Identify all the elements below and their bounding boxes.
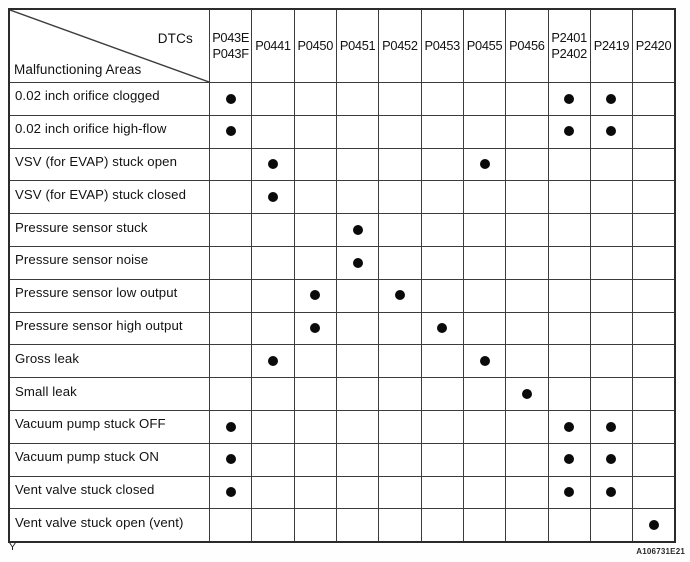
mark-cell <box>506 509 548 542</box>
mark-cell <box>252 246 294 279</box>
mark-cell <box>252 312 294 345</box>
malfunctioning-area-label: Pressure sensor noise <box>9 246 210 279</box>
mark-cell <box>294 443 336 476</box>
dot-mark-icon <box>606 422 616 432</box>
mark-cell <box>421 476 463 509</box>
malfunctioning-area-label: Vent valve stuck closed <box>9 476 210 509</box>
table-row <box>9 181 675 214</box>
mark-cell <box>379 181 421 214</box>
mark-cell <box>252 345 294 378</box>
dtc-column-header: P0456 <box>506 9 548 83</box>
mark-cell <box>294 83 336 116</box>
table-row <box>9 214 675 247</box>
mark-cell <box>506 83 548 116</box>
mark-cell <box>336 345 378 378</box>
malfunctioning-area-label: Gross leak <box>9 345 210 378</box>
mark-cell <box>463 345 505 378</box>
mark-cell <box>294 509 336 542</box>
mark-cell <box>506 148 548 181</box>
table-row <box>9 509 675 542</box>
mark-cell <box>590 378 632 411</box>
mark-cell <box>590 279 632 312</box>
dot-mark-icon <box>268 356 278 366</box>
mark-cell <box>463 443 505 476</box>
mark-cell <box>252 279 294 312</box>
mark-cell <box>463 148 505 181</box>
mark-cell <box>590 214 632 247</box>
mark-cell <box>633 312 675 345</box>
mark-cell <box>421 279 463 312</box>
mark-cell <box>336 378 378 411</box>
dot-mark-icon <box>606 454 616 464</box>
dtc-column-header: P2419 <box>590 9 632 83</box>
mark-cell <box>548 378 590 411</box>
mark-cell <box>633 509 675 542</box>
mark-cell <box>379 246 421 279</box>
mark-cell <box>210 443 252 476</box>
malfunctioning-area-label: Vacuum pump stuck OFF <box>9 410 210 443</box>
mark-cell <box>336 312 378 345</box>
mark-cell <box>336 83 378 116</box>
mark-cell <box>463 115 505 148</box>
mark-cell <box>421 509 463 542</box>
mark-cell <box>590 345 632 378</box>
mark-cell <box>421 214 463 247</box>
mark-cell <box>548 509 590 542</box>
dot-mark-icon <box>564 487 574 497</box>
dot-mark-icon <box>353 258 363 268</box>
mark-cell <box>633 148 675 181</box>
mark-cell <box>506 476 548 509</box>
mark-cell <box>252 214 294 247</box>
mark-cell <box>336 443 378 476</box>
dtc-column-header: P0451 <box>336 9 378 83</box>
diagonal-corner-cell <box>9 9 210 83</box>
mark-cell <box>633 476 675 509</box>
mark-cell <box>548 279 590 312</box>
dtc-column-header: P0452 <box>379 9 421 83</box>
mark-cell <box>421 443 463 476</box>
dot-mark-icon <box>522 389 532 399</box>
mark-cell <box>294 345 336 378</box>
mark-cell <box>633 181 675 214</box>
mark-cell <box>252 115 294 148</box>
dot-mark-icon <box>226 487 236 497</box>
malfunctioning-area-label: 0.02 inch orifice high-flow <box>9 115 210 148</box>
table-row <box>9 115 675 148</box>
mark-cell <box>379 345 421 378</box>
mark-cell <box>210 476 252 509</box>
dot-mark-icon <box>226 422 236 432</box>
dtc-column-header: P043E P043F <box>210 9 252 83</box>
mark-cell <box>336 181 378 214</box>
header-row <box>9 9 675 83</box>
dot-mark-icon <box>564 454 574 464</box>
mark-cell <box>548 115 590 148</box>
mark-cell <box>252 443 294 476</box>
mark-cell <box>590 181 632 214</box>
mark-cell <box>633 410 675 443</box>
mark-cell <box>548 443 590 476</box>
mark-cell <box>463 410 505 443</box>
table-row <box>9 345 675 378</box>
mark-cell <box>210 181 252 214</box>
page-marker-y: Y <box>9 541 17 553</box>
mark-cell <box>548 214 590 247</box>
malfunctioning-area-label: Pressure sensor stuck <box>9 214 210 247</box>
mark-cell <box>336 476 378 509</box>
mark-cell <box>633 214 675 247</box>
mark-cell <box>252 83 294 116</box>
mark-cell <box>506 279 548 312</box>
dot-mark-icon <box>353 225 363 235</box>
dot-mark-icon <box>606 487 616 497</box>
mark-cell <box>506 181 548 214</box>
mark-cell <box>210 148 252 181</box>
header-areas-label: Malfunctioning Areas <box>14 62 142 77</box>
mark-cell <box>548 312 590 345</box>
dot-mark-icon <box>268 192 278 202</box>
mark-cell <box>590 83 632 116</box>
mark-cell <box>506 410 548 443</box>
dot-mark-icon <box>564 126 574 136</box>
mark-cell <box>633 83 675 116</box>
dot-mark-icon <box>606 94 616 104</box>
malfunctioning-area-label: 0.02 inch orifice clogged <box>9 83 210 116</box>
mark-cell <box>210 509 252 542</box>
malfunctioning-area-label: Small leak <box>9 378 210 411</box>
dtc-column-header: P2401 P2402 <box>548 9 590 83</box>
mark-cell <box>421 378 463 411</box>
mark-cell <box>379 410 421 443</box>
mark-cell <box>463 83 505 116</box>
table-row <box>9 148 675 181</box>
dot-mark-icon <box>395 290 405 300</box>
mark-cell <box>633 115 675 148</box>
mark-cell <box>336 148 378 181</box>
mark-cell <box>548 345 590 378</box>
mark-cell <box>633 279 675 312</box>
mark-cell <box>506 246 548 279</box>
mark-cell <box>336 509 378 542</box>
mark-cell <box>548 83 590 116</box>
dtc-column-header: P0455 <box>463 9 505 83</box>
mark-cell <box>421 83 463 116</box>
table-row <box>9 312 675 345</box>
mark-cell <box>590 246 632 279</box>
mark-cell <box>379 476 421 509</box>
mark-cell <box>463 279 505 312</box>
dot-mark-icon <box>226 126 236 136</box>
mark-cell <box>379 115 421 148</box>
table-row <box>9 246 675 279</box>
malfunctioning-area-label: VSV (for EVAP) stuck closed <box>9 181 210 214</box>
dot-mark-icon <box>564 94 574 104</box>
mark-cell <box>463 378 505 411</box>
mark-cell <box>294 378 336 411</box>
mark-cell <box>379 312 421 345</box>
mark-cell <box>421 148 463 181</box>
mark-cell <box>252 410 294 443</box>
mark-cell <box>252 181 294 214</box>
dtc-column-header: P0441 <box>252 9 294 83</box>
dot-mark-icon <box>268 159 278 169</box>
mark-cell <box>548 410 590 443</box>
mark-cell <box>506 378 548 411</box>
mark-cell <box>633 345 675 378</box>
figure-id-label: A106731E21 <box>636 547 685 556</box>
mark-cell <box>252 148 294 181</box>
mark-cell <box>590 148 632 181</box>
mark-cell <box>379 509 421 542</box>
mark-cell <box>294 246 336 279</box>
mark-cell <box>463 509 505 542</box>
mark-cell <box>252 476 294 509</box>
mark-cell <box>210 83 252 116</box>
mark-cell <box>421 115 463 148</box>
mark-cell <box>590 115 632 148</box>
mark-cell <box>336 279 378 312</box>
mark-cell <box>506 345 548 378</box>
dot-mark-icon <box>649 520 659 530</box>
mark-cell <box>590 443 632 476</box>
mark-cell <box>463 476 505 509</box>
mark-cell <box>252 378 294 411</box>
mark-cell <box>336 115 378 148</box>
dot-mark-icon <box>310 290 320 300</box>
dtc-matrix-table <box>8 8 676 543</box>
mark-cell <box>336 214 378 247</box>
mark-cell <box>421 181 463 214</box>
dot-mark-icon <box>606 126 616 136</box>
malfunctioning-area-label: Pressure sensor low output <box>9 279 210 312</box>
mark-cell <box>294 115 336 148</box>
mark-cell <box>463 246 505 279</box>
mark-cell <box>294 181 336 214</box>
mark-cell <box>506 443 548 476</box>
mark-cell <box>379 148 421 181</box>
mark-cell <box>210 279 252 312</box>
mark-cell <box>379 378 421 411</box>
dot-mark-icon <box>480 159 490 169</box>
dot-mark-icon <box>437 323 447 333</box>
dtc-column-header: P0453 <box>421 9 463 83</box>
mark-cell <box>548 148 590 181</box>
malfunctioning-area-label: Vent valve stuck open (vent) <box>9 509 210 542</box>
mark-cell <box>210 312 252 345</box>
mark-cell <box>548 246 590 279</box>
mark-cell <box>210 246 252 279</box>
mark-cell <box>421 345 463 378</box>
mark-cell <box>590 312 632 345</box>
mark-cell <box>590 476 632 509</box>
mark-cell <box>421 410 463 443</box>
table-body <box>9 83 675 542</box>
mark-cell <box>379 279 421 312</box>
dot-mark-icon <box>226 94 236 104</box>
mark-cell <box>590 509 632 542</box>
mark-cell <box>294 214 336 247</box>
mark-cell <box>548 476 590 509</box>
mark-cell <box>294 476 336 509</box>
mark-cell <box>336 246 378 279</box>
mark-cell <box>506 312 548 345</box>
mark-cell <box>421 312 463 345</box>
table-row <box>9 83 675 116</box>
malfunctioning-area-label: Pressure sensor high output <box>9 312 210 345</box>
dot-mark-icon <box>564 422 574 432</box>
mark-cell <box>506 115 548 148</box>
mark-cell <box>294 148 336 181</box>
header-dtcs-label: DTCs <box>157 31 193 46</box>
mark-cell <box>421 246 463 279</box>
mark-cell <box>379 83 421 116</box>
mark-cell <box>463 181 505 214</box>
dot-mark-icon <box>226 454 236 464</box>
dot-mark-icon <box>480 356 490 366</box>
mark-cell <box>210 214 252 247</box>
mark-cell <box>252 509 294 542</box>
malfunctioning-area-label: VSV (for EVAP) stuck open <box>9 148 210 181</box>
mark-cell <box>379 214 421 247</box>
mark-cell <box>463 312 505 345</box>
mark-cell <box>294 312 336 345</box>
mark-cell <box>633 443 675 476</box>
mark-cell <box>548 181 590 214</box>
mark-cell <box>294 279 336 312</box>
dot-mark-icon <box>310 323 320 333</box>
mark-cell <box>210 345 252 378</box>
dtc-column-header: P2420 <box>633 9 675 83</box>
table-row <box>9 279 675 312</box>
table-row <box>9 378 675 411</box>
mark-cell <box>336 410 378 443</box>
mark-cell <box>633 378 675 411</box>
mark-cell <box>210 378 252 411</box>
table-row <box>9 443 675 476</box>
malfunctioning-area-label: Vacuum pump stuck ON <box>9 443 210 476</box>
mark-cell <box>633 246 675 279</box>
dtc-column-header: P0450 <box>294 9 336 83</box>
mark-cell <box>463 214 505 247</box>
mark-cell <box>210 115 252 148</box>
mark-cell <box>379 443 421 476</box>
mark-cell <box>506 214 548 247</box>
mark-cell <box>294 410 336 443</box>
table-row <box>9 410 675 443</box>
table-row <box>9 476 675 509</box>
mark-cell <box>210 410 252 443</box>
mark-cell <box>590 410 632 443</box>
